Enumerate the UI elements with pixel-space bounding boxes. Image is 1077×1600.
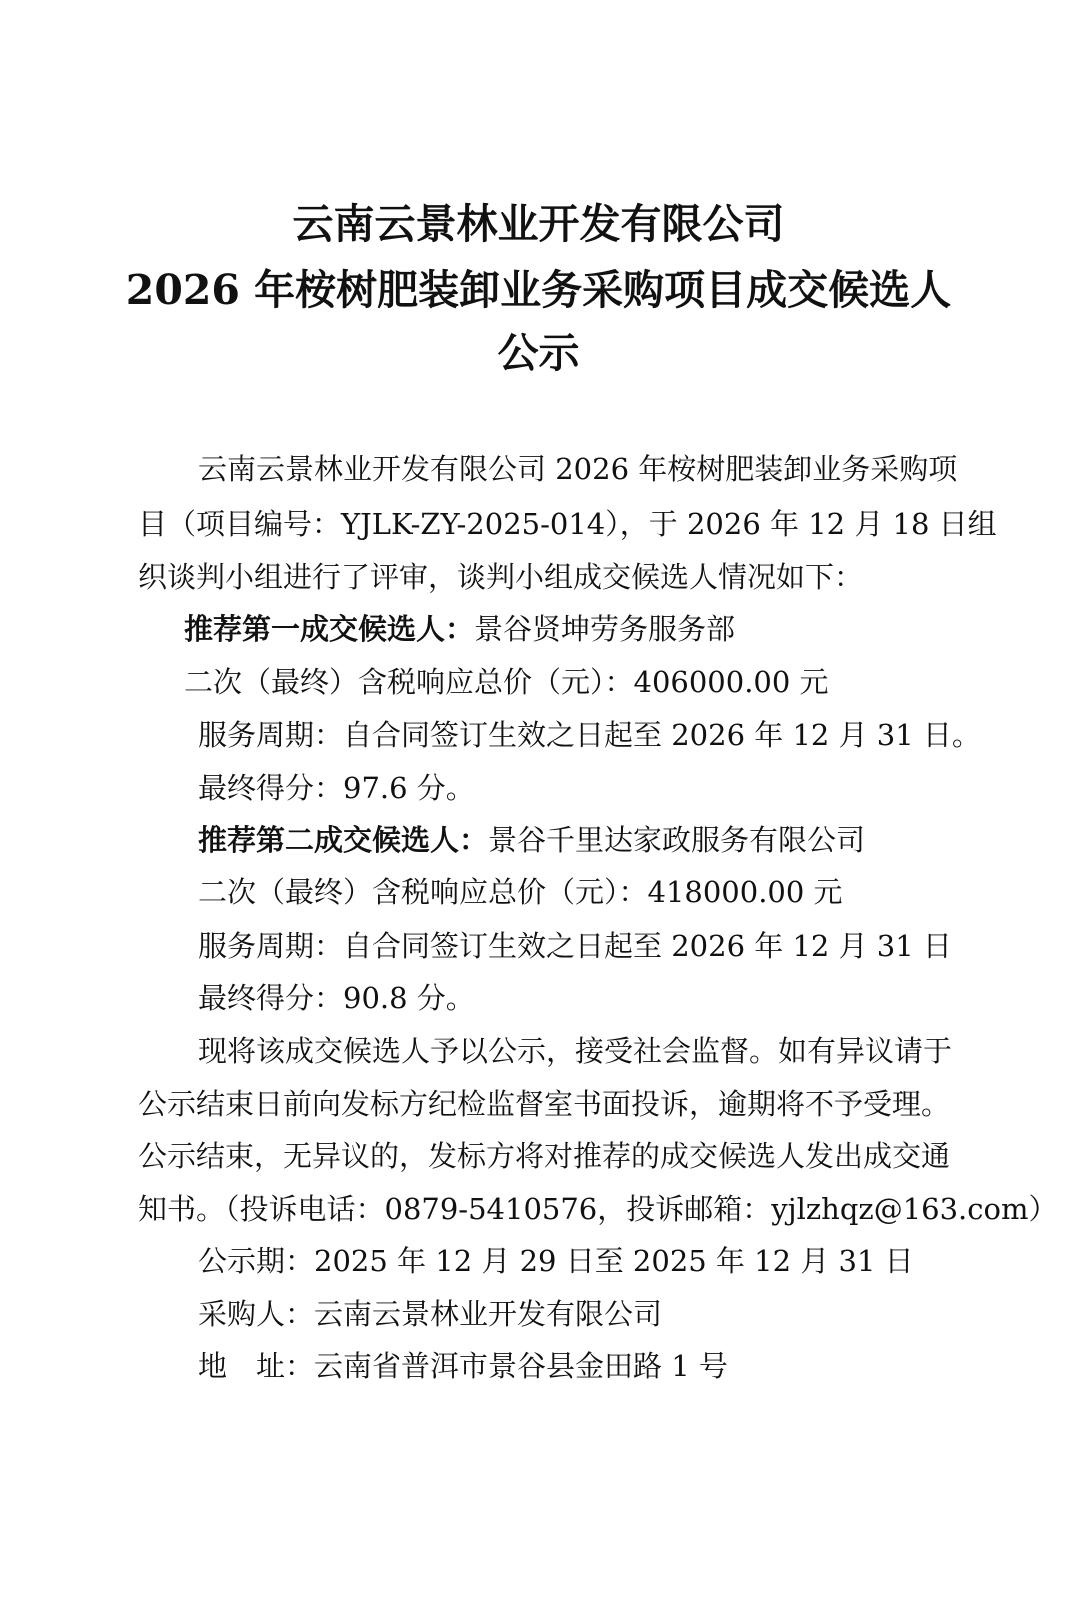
title-company: 云南云景林业开发有限公司 bbox=[292, 200, 785, 248]
candidate-2-period: 服务周期：自合同签订生效之日起至 2026 年 12 月 31 日 bbox=[198, 929, 952, 963]
intro-line-2: 目（项目编号：YJLK-ZY-2025-014），于 2026 年 12 月 18 日组 bbox=[138, 507, 997, 541]
candidate-1-score: 最终得分：97.6 分。 bbox=[198, 771, 475, 805]
publicity-period: 公示期：2025 年 12 月 29 日至 2025 年 12 月 31 日 bbox=[198, 1244, 914, 1278]
buyer: 采购人：云南云景林业开发有限公司 bbox=[198, 1297, 663, 1331]
notice-line-3: 公示结束，无异议的，发标方将对推荐的成交候选人发出成交通 bbox=[138, 1139, 951, 1173]
candidate-1-price: 二次（最终）含税响应总价（元）：406000.00 元 bbox=[184, 665, 829, 699]
notice-line-2: 公示结束日前向发标方纪检监督室书面投诉，逾期将不予受理。 bbox=[138, 1087, 951, 1121]
address: 地 址：云南省普洱市景谷县金田路 1 号 bbox=[198, 1349, 728, 1383]
notice-line-4: 知书。（投诉电话：0879-5410576，投诉邮箱：yjlzhqz@163.com） bbox=[138, 1192, 1058, 1226]
intro-line-3: 织谈判小组进行了评审，谈判小组成交候选人情况如下： bbox=[138, 560, 864, 594]
title-project: 2026 年桉树肥装卸业务采购项目成交候选人 bbox=[125, 266, 952, 314]
candidate-2-price: 二次（最终）含税响应总价（元）：418000.00 元 bbox=[198, 875, 843, 909]
candidate-2-line bbox=[198, 820, 865, 860]
notice-line-1: 现将该成交候选人予以公示，接受社会监督。如有异议请于 bbox=[198, 1034, 953, 1068]
candidate-2-label: 推荐第二成交候选人： bbox=[198, 823, 489, 857]
candidate-1-period: 服务周期：自合同签订生效之日起至 2026 年 12 月 31 日。 bbox=[198, 718, 981, 752]
candidate-1-label: 推荐第一成交候选人： bbox=[184, 612, 475, 646]
intro-line-1: 云南云景林业开发有限公司 2026 年桉树肥装卸业务采购项 bbox=[198, 452, 958, 486]
candidate-1-name: 景谷贤坤劳务服务部 bbox=[474, 612, 736, 646]
candidate-2-name: 景谷千里达家政服务有限公司 bbox=[488, 823, 866, 857]
candidate-2-score: 最终得分：90.8 分。 bbox=[198, 981, 475, 1015]
candidate-1-line bbox=[184, 609, 735, 649]
title-notice: 公示 bbox=[497, 329, 580, 377]
